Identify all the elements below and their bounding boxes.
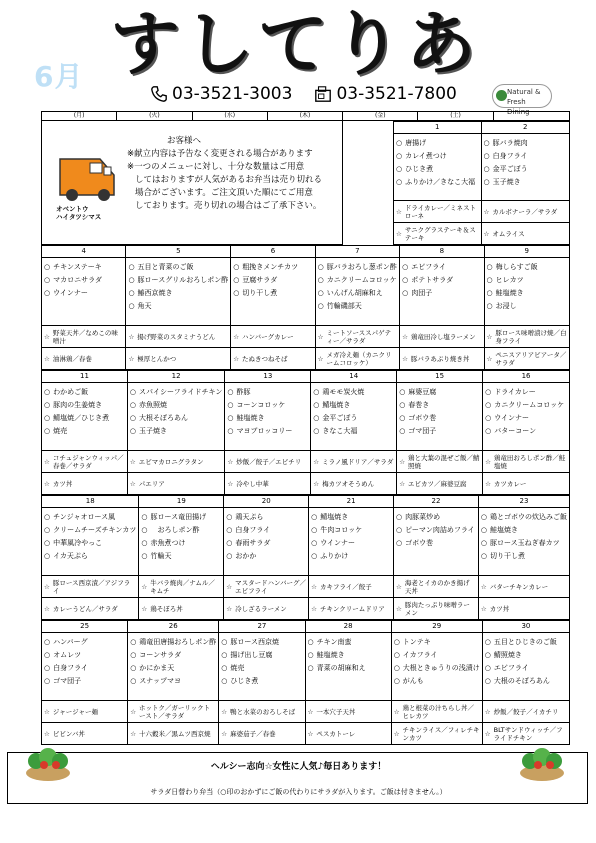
weekday-tue: (火) bbox=[117, 112, 192, 120]
special-item: ☆ 油淋鶏／春巻 bbox=[42, 347, 125, 369]
day-cell[interactable] bbox=[311, 371, 397, 494]
special-item: ☆ カレーうどん／サラダ bbox=[42, 597, 138, 619]
special-item: ☆ BLTサンドウィッチ／フライドチキン bbox=[483, 722, 569, 744]
day-cell[interactable] bbox=[42, 371, 128, 494]
special-item: ☆ オムライス bbox=[482, 222, 570, 244]
notice-text bbox=[127, 135, 342, 213]
menu-item: ○ ピーマン肉詰めフライ bbox=[396, 523, 476, 536]
menu-item: ○ 春雨サラダ bbox=[226, 536, 306, 549]
special-item: ☆ バターチキンカレー bbox=[479, 575, 569, 597]
day-number: 19 bbox=[139, 496, 223, 508]
special-item: ☆ チキンライス／フィレチキンカツ bbox=[392, 722, 482, 744]
menu-item: ○ 肉豚菜炒め bbox=[396, 510, 476, 523]
special-item: ☆ 揚げ野菜のスタミナうどん bbox=[126, 325, 230, 347]
special-item: ☆ 海老とイカのかき揚げ天丼 bbox=[394, 575, 478, 597]
menu-item: ○ 鮭塩焼き bbox=[487, 286, 567, 299]
menu-item: ○ ゴボウ巻 bbox=[396, 536, 476, 549]
day-number: 29 bbox=[392, 621, 482, 633]
menu-item: ○ コーンコロッケ bbox=[227, 398, 308, 411]
special-item: ☆ エビカツ／麻婆豆腐 bbox=[397, 472, 482, 494]
menu-item: ○ 鯖塩焼／ひじき煮 bbox=[44, 411, 125, 424]
day-cell[interactable] bbox=[479, 496, 569, 619]
menu-item: ○ ゴマ団子 bbox=[44, 674, 125, 687]
special-item: ☆ ミートソーススパゲティー／サラダ bbox=[316, 325, 399, 347]
menu-item: ○ 竹輪天 bbox=[141, 549, 221, 562]
menu-item: ○ ウインナー bbox=[44, 286, 123, 299]
menu-item: ○ チンジャオロース風 bbox=[44, 510, 136, 523]
day-cell[interactable] bbox=[42, 621, 128, 744]
menu-item: ○ スパイシーフライドチキン bbox=[130, 385, 222, 398]
weekday-spare bbox=[494, 112, 569, 120]
special-item: ☆ 豚肉たっぷり味噌ラーメン bbox=[394, 597, 478, 619]
special-item: ☆ 麻婆茄子／春巻 bbox=[219, 722, 304, 744]
menu-item: ○ おかか bbox=[226, 549, 306, 562]
menu-item: ○ 唐揚げ bbox=[396, 136, 479, 149]
special-item: ☆ メガ冷え麺（カニクリームコロッケ） bbox=[316, 347, 399, 369]
menu-item: ○ 鶏天ぷら bbox=[226, 510, 306, 523]
day-number: 26 bbox=[128, 621, 218, 633]
menu-item: ○ 赤魚煮つけ bbox=[141, 536, 221, 549]
weekday-thu: (木) bbox=[268, 112, 343, 120]
special-item: ☆ カルボナーラ／サラダ bbox=[482, 200, 570, 222]
special-item: ☆ ホットク／ガーリックトースト／サラダ bbox=[128, 700, 218, 722]
menu-item: ○ 角天 bbox=[128, 299, 228, 312]
day-number: 14 bbox=[311, 371, 396, 383]
menu-item: ○ ゴマ団子 bbox=[399, 424, 480, 437]
menu-item: ○ 梅しらすご飯 bbox=[487, 260, 567, 273]
special-item: ☆ 鶏と根菜の汁ちらし丼／ヒレカツ bbox=[392, 700, 482, 722]
menu-item: ○ チキンステーキ bbox=[44, 260, 123, 273]
menu-item: ○ ハンバーグ bbox=[44, 635, 125, 648]
special-item: ☆ 冷やし中華 bbox=[225, 472, 310, 494]
menu-item: ○ 五目と青菜のご飯 bbox=[128, 260, 228, 273]
day-cell[interactable] bbox=[219, 621, 305, 744]
phone-1[interactable] bbox=[150, 84, 292, 104]
menu-item: ○ 中華風冷やっこ bbox=[44, 536, 136, 549]
empty-slot bbox=[402, 299, 481, 312]
notice-line: 場合がございます。ご注文頂いた順にてご用意 bbox=[135, 188, 313, 198]
menu-item: ○ マカロニサラダ bbox=[44, 273, 123, 286]
brand-logo bbox=[492, 84, 552, 116]
menu-item: ○ いんげん胡麻和え bbox=[318, 286, 397, 299]
menu-item: ○ 切り干し煮 bbox=[481, 549, 567, 562]
day-number: 12 bbox=[128, 371, 224, 383]
special-item: ☆ 鶏と大葉の混ぜご飯／鯖照焼 bbox=[397, 450, 482, 472]
day-number: 22 bbox=[394, 496, 478, 508]
menu-item: ○ 豚バラおろし葱ポン酢 bbox=[318, 260, 397, 273]
day-cell[interactable] bbox=[400, 246, 484, 369]
day-number: 9 bbox=[485, 246, 569, 258]
van-caption bbox=[56, 205, 101, 221]
salad-footer bbox=[7, 752, 588, 804]
special-item: ☆ たぬきつねそば bbox=[231, 347, 314, 369]
empty-slot bbox=[44, 299, 123, 312]
day-number: 11 bbox=[42, 371, 127, 383]
day-cell[interactable] bbox=[225, 371, 311, 494]
menu-item: ○ ゴボウ巻 bbox=[399, 411, 480, 424]
day-cell[interactable] bbox=[316, 246, 400, 369]
menu-item: ○ 焼売 bbox=[44, 424, 125, 437]
day-cell[interactable] bbox=[42, 496, 139, 619]
customer-notice bbox=[41, 121, 343, 245]
special-item: ☆ 炒飯／餃子／イカチリ bbox=[483, 700, 569, 722]
special-item: ☆ ペスカトーレ bbox=[306, 722, 391, 744]
day-cell[interactable] bbox=[394, 122, 482, 244]
day-number: 8 bbox=[400, 246, 483, 258]
special-item: ☆ 梅カツオそうめん bbox=[311, 472, 396, 494]
special-item: ☆ ミラノ風ドリア／サラダ bbox=[311, 450, 396, 472]
menu-item: ○ 酢豚 bbox=[227, 385, 308, 398]
menu-item: ○ 赤魚照焼 bbox=[130, 398, 222, 411]
menu-item: ○ カニクリームコロッケ bbox=[485, 398, 567, 411]
special-item: ☆ マスタードハンバーグ／エビフライ bbox=[224, 575, 308, 597]
phone-1-number: 03-3521-3003 bbox=[172, 84, 293, 104]
menu-item: ○ 豚ロース竜田揚げ bbox=[141, 510, 221, 523]
day-number: 6 bbox=[231, 246, 314, 258]
empty-slot bbox=[396, 549, 476, 562]
empty-slot bbox=[233, 299, 312, 312]
day-cell[interactable] bbox=[306, 621, 392, 744]
day-cell[interactable] bbox=[126, 246, 231, 369]
day-number: 4 bbox=[42, 246, 125, 258]
week-row-2 bbox=[41, 245, 570, 370]
day-cell[interactable] bbox=[397, 371, 483, 494]
special-item: ☆ 十六穀米／黒ムツ西京焼 bbox=[128, 722, 218, 744]
weekday-sat: (土) bbox=[418, 112, 493, 120]
menu-item: ○ 玉子焼き bbox=[484, 175, 568, 188]
menu-item: ○ ふりかけ／きなこ大福 bbox=[396, 175, 479, 188]
special-item: ☆ ハンバーグカレー bbox=[231, 325, 314, 347]
week-row-4 bbox=[41, 495, 570, 620]
menu-item: ○ 玉子焼き bbox=[130, 424, 222, 437]
van-caption-1: オベントウ bbox=[56, 205, 89, 213]
special-item: ☆ カツカレー bbox=[483, 472, 569, 494]
day-cell[interactable] bbox=[128, 621, 219, 744]
menu-item: ○ 鮭塩焼き bbox=[481, 523, 567, 536]
menu-item: ○ バターコーン bbox=[485, 424, 567, 437]
menu-item: ○ 切り干し煮 bbox=[233, 286, 312, 299]
menu-item: ○ ドライカレー bbox=[485, 385, 567, 398]
day-cell[interactable] bbox=[224, 496, 309, 619]
menu-item: ○ 大根のそぼろあん bbox=[485, 674, 567, 687]
logo-line-1: Natural & Fresh bbox=[507, 88, 541, 106]
phone-numbers bbox=[150, 82, 457, 106]
special-item: ☆ 豚ロース味噌漬け焼／白身フライ bbox=[485, 325, 569, 347]
menu-item: ○ 竹輪磯部天 bbox=[318, 299, 397, 312]
day-number: 2 bbox=[482, 122, 570, 134]
menu-item: ○ 鮭塩焼き bbox=[308, 648, 389, 661]
menu-item: ○ 肉団子 bbox=[402, 286, 481, 299]
phone-icon bbox=[150, 85, 168, 103]
special-item: ☆ 豚バラあぶり焼き丼 bbox=[400, 347, 483, 369]
menu-item: ○ 白身フライ bbox=[484, 149, 568, 162]
day-cell[interactable] bbox=[128, 371, 225, 494]
day-number: 7 bbox=[316, 246, 399, 258]
menu-item: ○ 麻婆豆腐 bbox=[399, 385, 480, 398]
menu-item: ○ ひじき煮 bbox=[396, 162, 479, 175]
menu-item: ○ ふりかけ bbox=[311, 549, 391, 562]
special-item: ☆ カツ丼 bbox=[42, 472, 127, 494]
day-number: 25 bbox=[42, 621, 127, 633]
menu-item: ○ イカフライ bbox=[394, 648, 480, 661]
weekday-header bbox=[41, 111, 570, 121]
notice-line: ※一つのメニューに対し、十分な数量はご用意 bbox=[127, 162, 305, 172]
week-row-5 bbox=[41, 620, 570, 745]
menu-item: ○ トンテキ bbox=[394, 635, 480, 648]
notice-line: ※献立内容は予告なく変更される場合があります bbox=[127, 149, 313, 159]
special-item: ☆ 極厚とんかつ bbox=[126, 347, 230, 369]
menu-item: ○ 鯖塩焼き bbox=[311, 510, 391, 523]
menu-item: ○ きなこ大福 bbox=[313, 424, 394, 437]
menu-item: ○ 鯖照焼き bbox=[485, 648, 567, 661]
phone-2-number: 03-3521-7800 bbox=[336, 84, 457, 104]
day-number: 28 bbox=[306, 621, 391, 633]
day-number: 1 bbox=[394, 122, 481, 134]
footer-headline: ヘルシー志向☆女性に人気♪毎日あります！ bbox=[210, 762, 387, 772]
menu-item: ○ コーンサラダ bbox=[130, 648, 216, 661]
menu-item: ○ ポテトサラダ bbox=[402, 273, 481, 286]
notice-line: お客様へ bbox=[167, 136, 202, 146]
menu-item: ○ 大根ときゅうりの浅漬け bbox=[394, 661, 480, 674]
day-number: 13 bbox=[225, 371, 310, 383]
special-item: ☆ ビビンバ丼 bbox=[42, 722, 127, 744]
menu-item: ○ カニクリームコロッケ bbox=[318, 273, 397, 286]
day-cell[interactable] bbox=[309, 496, 394, 619]
day-number: 27 bbox=[219, 621, 304, 633]
menu-calendar bbox=[41, 111, 570, 748]
menu-item: ○ ウインナー bbox=[485, 411, 567, 424]
menu-item: ○ かにかま天 bbox=[130, 661, 216, 674]
special-item: ☆ ドライカレー／ミネストローネ bbox=[394, 200, 481, 222]
special-item: ☆ サニクグラステーキ＆ステーキ bbox=[394, 222, 481, 244]
fax-icon bbox=[314, 85, 332, 103]
menu-item: ○ 鶏竜田唐揚おろしポン酢 bbox=[130, 635, 216, 648]
weekday-fri: (金) bbox=[343, 112, 418, 120]
menu-item: ○ スナップマヨ bbox=[130, 674, 216, 687]
special-item: ☆ 豚ロース西京漬／アジフライ bbox=[42, 575, 138, 597]
day-cell[interactable] bbox=[394, 496, 479, 619]
week-row-1 bbox=[393, 121, 570, 245]
menu-item: ○ 鰆西京焼き bbox=[128, 286, 228, 299]
special-item: ☆ 一本穴子天丼 bbox=[306, 700, 391, 722]
page-header bbox=[0, 0, 596, 116]
menu-item: ○ 豚ロース西京焼 bbox=[221, 635, 302, 648]
special-item: ☆ 鶏竜田冷し塩ラーメン bbox=[400, 325, 483, 347]
day-cell[interactable] bbox=[392, 621, 483, 744]
menu-item: ○ 鶏モモ炭火焼 bbox=[313, 385, 394, 398]
special-item: ☆ ペニスアリアビアータ／サラダ bbox=[485, 347, 569, 369]
menu-item: ○ チキン南蛮 bbox=[308, 635, 389, 648]
menu-item: ○ がんも bbox=[394, 674, 480, 687]
day-number: 30 bbox=[483, 621, 569, 633]
week-row-3 bbox=[41, 370, 570, 495]
special-item: ☆ 野菜天丼／なめこの味噌汁 bbox=[42, 325, 125, 347]
menu-item: ○ 豚ロースグリルおろしポン酢 bbox=[128, 273, 228, 286]
special-item: ☆ エビマカロニグラタン bbox=[128, 450, 224, 472]
day-cell[interactable] bbox=[139, 496, 224, 619]
menu-item: ○ 豚ロース玉ねぎ春カツ bbox=[481, 536, 567, 549]
day-cell[interactable] bbox=[482, 122, 570, 244]
day-number: 5 bbox=[126, 246, 230, 258]
menu-item: ○ わかめご飯 bbox=[44, 385, 125, 398]
menu-item: ○ エビフライ bbox=[402, 260, 481, 273]
phone-2[interactable] bbox=[314, 84, 456, 104]
leaf-icon bbox=[496, 90, 507, 101]
notice-line: しております。売り切れの場合はご了承下さい。 bbox=[135, 201, 322, 211]
menu-item: ○ 春巻き bbox=[399, 398, 480, 411]
day-number: 21 bbox=[309, 496, 393, 508]
special-item: ☆ チキンクリームドリア bbox=[309, 597, 393, 619]
day-cell[interactable] bbox=[483, 621, 569, 744]
day-cell[interactable] bbox=[485, 246, 569, 369]
van-caption-2: ハイタツシマス bbox=[56, 213, 102, 221]
logo-line-2: Dining bbox=[507, 108, 530, 116]
menu-item: ○ エビフライ bbox=[485, 661, 567, 674]
menu-item: ○ 焼売 bbox=[221, 661, 302, 674]
menu-item: ○ 粗挽きメンチカツ bbox=[233, 260, 312, 273]
menu-item: ○ 豚バラ焼肉 bbox=[484, 136, 568, 149]
menu-item: ○ 鯖塩焼き bbox=[313, 398, 394, 411]
menu-item: ○ 鮭塩焼き bbox=[227, 411, 308, 424]
special-item: ☆ パエリア bbox=[128, 472, 224, 494]
special-item: ☆ 炒飯／餃子／エビチリ bbox=[225, 450, 310, 472]
menu-item: ○ 金平ごぼう bbox=[484, 162, 568, 175]
menu-item: ○ 白身フライ bbox=[226, 523, 306, 536]
special-item: ☆ コチュジャンウィッパ／春巻／サラダ bbox=[42, 450, 127, 472]
delivery-van-icon bbox=[56, 145, 118, 205]
menu-item: ○ 鶏とゴボウの炊込みご飯 bbox=[481, 510, 567, 523]
menu-item: ○ マヨブロッコリー bbox=[227, 424, 308, 437]
menu-item: ○ ウインナー bbox=[311, 536, 391, 549]
special-item: ☆ 鶏そぼろ丼 bbox=[139, 597, 223, 619]
month-label: 6月 bbox=[34, 60, 84, 93]
empty-slot bbox=[308, 674, 389, 687]
menu-item: ○ カレイ煮つけ bbox=[396, 149, 479, 162]
menu-item: ○ おろしポン酢 bbox=[141, 523, 221, 536]
day-number: 16 bbox=[483, 371, 569, 383]
special-item: ☆ 鴨と水菜のおろしそば bbox=[219, 700, 304, 722]
menu-item: ○ 豚肉の生姜焼き bbox=[44, 398, 125, 411]
special-item: ☆ ジャージャー麺 bbox=[42, 700, 127, 722]
menu-item: ○ 大根そぼろあん bbox=[130, 411, 222, 424]
menu-item: ○ クリームチーズチキンカツ bbox=[44, 523, 136, 536]
special-item: ☆ 冷しざるラーメン bbox=[224, 597, 308, 619]
day-number: 20 bbox=[224, 496, 308, 508]
special-item: ☆ カツ丼 bbox=[479, 597, 569, 619]
footer-subtext: サラダ日替わり弁当（○印のおかずにご飯の代わりにサラダが入ります。ご飯は付きません。） bbox=[150, 788, 447, 796]
menu-item: ○ 牛肉コロッケ bbox=[311, 523, 391, 536]
weekday-wed: (水) bbox=[193, 112, 268, 120]
menu-item: ○ イカ天ぷら bbox=[44, 549, 136, 562]
menu-item: ○ オムレツ bbox=[44, 648, 125, 661]
menu-item: ○ お浸し bbox=[487, 299, 567, 312]
menu-item: ○ ヒレカツ bbox=[487, 273, 567, 286]
day-cell[interactable] bbox=[483, 371, 569, 494]
menu-item: ○ 豆腐サラダ bbox=[233, 273, 312, 286]
day-number: 15 bbox=[397, 371, 482, 383]
day-cell[interactable] bbox=[42, 246, 126, 369]
menu-item: ○ 青菜の胡麻和え bbox=[308, 661, 389, 674]
day-number: 18 bbox=[42, 496, 138, 508]
menu-item: ○ 金平ごぼう bbox=[313, 411, 394, 424]
special-item: ☆ 牛バラ焼肉／ナムル／キムチ bbox=[139, 575, 223, 597]
shop-title: すしてりあ bbox=[110, 3, 480, 85]
special-item: ☆ カキフライ／餃子 bbox=[309, 575, 393, 597]
day-cell[interactable] bbox=[231, 246, 315, 369]
weekday-mon: (月) bbox=[42, 112, 117, 120]
day-number: 23 bbox=[479, 496, 569, 508]
notice-line: してはおりますが人気があるお弁当は売り切れる bbox=[135, 175, 323, 185]
menu-item: ○ 揚げ出し豆腐 bbox=[221, 648, 302, 661]
menu-item: ○ 五目とひじきのご飯 bbox=[485, 635, 567, 648]
special-item: ☆ 鶏竜田おろしポン酢／鮭塩焼 bbox=[483, 450, 569, 472]
menu-item: ○ ひじき煮 bbox=[221, 674, 302, 687]
menu-item: ○ 白身フライ bbox=[44, 661, 125, 674]
